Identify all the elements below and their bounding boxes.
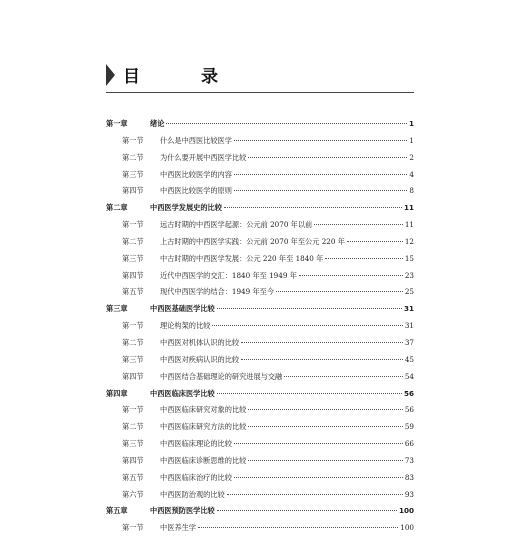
dot-leader (198, 527, 398, 528)
toc-section-row[interactable] (106, 237, 414, 254)
toc-section-row[interactable] (106, 523, 414, 540)
toc-entry-label: 第三节 (122, 169, 144, 179)
toc-entry-title: 现代中西医学的结合：1949 年至今 (160, 287, 275, 297)
page-title: 目 录 (123, 67, 240, 87)
toc-section-row[interactable] (106, 422, 414, 439)
toc-entry-title: 中西医临床诊断思维的比较 (160, 455, 247, 465)
toc-entry-title: 什么是中西医比较医学 (160, 135, 232, 145)
toc-entry-title: 绪论 (150, 119, 165, 128)
toc-section-row[interactable] (106, 439, 414, 456)
toc-entry-label: 第一节 (122, 321, 144, 331)
toc-page-number: 93 (404, 489, 414, 499)
toc-section-row[interactable] (106, 271, 414, 288)
dot-leader (166, 123, 407, 124)
toc-section-row[interactable] (106, 136, 414, 153)
dot-leader (248, 157, 407, 158)
toc-section-row[interactable] (106, 220, 414, 237)
toc-entry-title: 中西医对疾病认识的比较 (160, 354, 240, 364)
toc-page-number: 31 (404, 321, 414, 331)
toc-section-row[interactable] (106, 153, 414, 170)
toc-page-number: 15 (404, 253, 414, 263)
toc-page-number: 1 (409, 135, 414, 145)
toc-page-number: 4 (409, 169, 414, 179)
dot-leader (299, 275, 403, 276)
dot-leader (217, 393, 402, 394)
toc-entry-label: 第三节 (122, 354, 144, 364)
toc-entry-label: 第六节 (122, 489, 144, 499)
toc-page-number: 56 (404, 405, 414, 415)
toc-entry-label: 第一章 (106, 119, 128, 128)
toc-page-number: 37 (404, 337, 414, 347)
toc-page-number: 25 (404, 287, 414, 297)
toc-entry-label: 第二节 (122, 236, 144, 246)
toc-entry-label: 第四节 (122, 371, 144, 381)
toc-entry-label: 第三章 (106, 304, 128, 314)
dot-leader (241, 359, 403, 360)
table-of-contents (106, 119, 414, 540)
toc-page-number: 8 (409, 186, 414, 196)
toc-section-row[interactable] (106, 170, 414, 187)
toc-entry-title: 中西医临床研究方法的比较 (160, 422, 247, 432)
toc-entry-title: 中西医预防医学比较 (150, 506, 215, 516)
toc-entry-label: 第一节 (122, 523, 144, 533)
dot-leader (284, 376, 403, 377)
toc-entry-label: 第四节 (122, 455, 144, 465)
toc-page-number: 83 (404, 472, 414, 482)
toc-entry-label: 第五节 (122, 472, 144, 482)
toc-page-number: 66 (404, 439, 414, 449)
dot-leader (234, 140, 408, 141)
toc-entry-title: 中西医对机体认识的比较 (160, 337, 240, 347)
toc-entry-label: 第一节 (122, 220, 144, 230)
toc-entry-label: 第三节 (122, 439, 144, 449)
toc-entry-label: 第三节 (122, 253, 144, 263)
toc-entry-title: 近代中西医学的交汇：1840 年至 1949 年 (160, 270, 297, 280)
dot-leader (248, 426, 403, 427)
toc-section-row[interactable] (106, 254, 414, 271)
dot-leader (234, 174, 408, 175)
dot-leader (276, 291, 403, 292)
toc-page-number: 11 (404, 220, 414, 230)
toc-page-number: 1 (408, 119, 414, 128)
toc-section-row[interactable] (106, 473, 414, 490)
toc-section-row[interactable] (106, 490, 414, 507)
toc-entry-title: 中西医学发展史的比较 (150, 203, 222, 213)
toc-entry-label: 第二章 (106, 203, 128, 213)
toc-chapter-row[interactable] (106, 119, 414, 136)
toc-entry-title: 中西医临床研究对象的比较 (160, 405, 247, 415)
dot-leader (212, 325, 403, 326)
toc-page-number: 2 (409, 152, 414, 162)
dot-leader (227, 494, 403, 495)
toc-entry-label: 第五章 (106, 506, 128, 516)
toc-section-row[interactable] (106, 456, 414, 473)
toc-entry-label: 第二节 (122, 152, 144, 162)
toc-entry-label: 第四节 (122, 186, 144, 196)
toc-page-number: 12 (404, 236, 414, 246)
toc-chapter-row[interactable] (106, 203, 414, 220)
toc-entry-label: 第一节 (122, 135, 144, 145)
toc-page-number: 31 (403, 304, 414, 314)
toc-page-number: 23 (404, 270, 414, 280)
toc-section-row[interactable] (106, 405, 414, 422)
triangle-marker-icon (106, 64, 115, 86)
toc-page-number: 100 (400, 523, 414, 533)
dot-leader (224, 207, 402, 208)
toc-entry-title: 远古时期的中西医学起源：公元前 2070 年以前 (160, 220, 313, 230)
toc-entry-title: 为什么要开展中西医学比较 (160, 152, 247, 162)
toc-entry-label: 第五节 (122, 287, 144, 297)
toc-entry-label: 第二节 (122, 422, 144, 432)
toc-entry-title: 中西医结合基础理论的研究进展与交融 (160, 371, 283, 381)
toc-chapter-row[interactable] (106, 304, 414, 321)
toc-chapter-row[interactable] (106, 506, 414, 523)
toc-page-number: 59 (404, 422, 414, 432)
toc-entry-title: 中西医基础医学比较 (150, 304, 215, 314)
toc-page-number: 11 (403, 203, 414, 213)
dot-leader (234, 190, 408, 191)
dot-leader (234, 477, 403, 478)
dot-leader (248, 409, 403, 410)
toc-entry-title: 上古时期的中西医学实践：公元前 2070 年至公元 220 年 (160, 236, 345, 246)
toc-page-number: 73 (404, 455, 414, 465)
toc-entry-label: 第四节 (122, 270, 144, 280)
toc-entry-title: 中西医防治观的比较 (160, 489, 225, 499)
dot-leader (314, 224, 403, 225)
toc-page-number: 100 (398, 506, 414, 516)
dot-leader (347, 241, 403, 242)
dot-leader (325, 258, 403, 259)
toc-entry-title: 中西医比较医学的原则 (160, 186, 232, 196)
toc-chapter-row[interactable] (106, 389, 414, 406)
toc-entry-title: 理论构架的比较 (160, 321, 211, 331)
toc-entry-label: 第四章 (106, 388, 128, 398)
toc-entry-title: 中古时期的中西医学发展：公元 220 年至 1840 年 (160, 253, 324, 263)
toc-section-row[interactable] (106, 321, 414, 338)
toc-section-row[interactable] (106, 186, 414, 203)
toc-entry-label: 第二节 (122, 337, 144, 347)
toc-section-row[interactable] (106, 355, 414, 372)
toc-entry-title: 中医养生学 (160, 523, 196, 533)
dot-leader (241, 342, 403, 343)
toc-section-row[interactable] (106, 338, 414, 355)
dot-leader (234, 443, 403, 444)
toc-entry-label: 第一节 (122, 405, 144, 415)
toc-entry-title: 中西医临床治疗的比较 (160, 472, 232, 482)
toc-page-number: 54 (404, 371, 414, 381)
toc-page-number: 56 (403, 388, 414, 398)
toc-heading (106, 62, 240, 87)
dot-leader (248, 460, 403, 461)
title-divider (106, 92, 414, 93)
dot-leader (217, 510, 397, 511)
toc-section-row[interactable] (106, 287, 414, 304)
toc-entry-title: 中西医比较医学的内容 (160, 169, 232, 179)
dot-leader (217, 308, 402, 309)
toc-section-row[interactable] (106, 372, 414, 389)
toc-entry-title: 中西医临床医学比较 (150, 388, 215, 398)
toc-page-number: 45 (404, 354, 414, 364)
toc-entry-title: 中西医临床理论的比较 (160, 439, 232, 449)
